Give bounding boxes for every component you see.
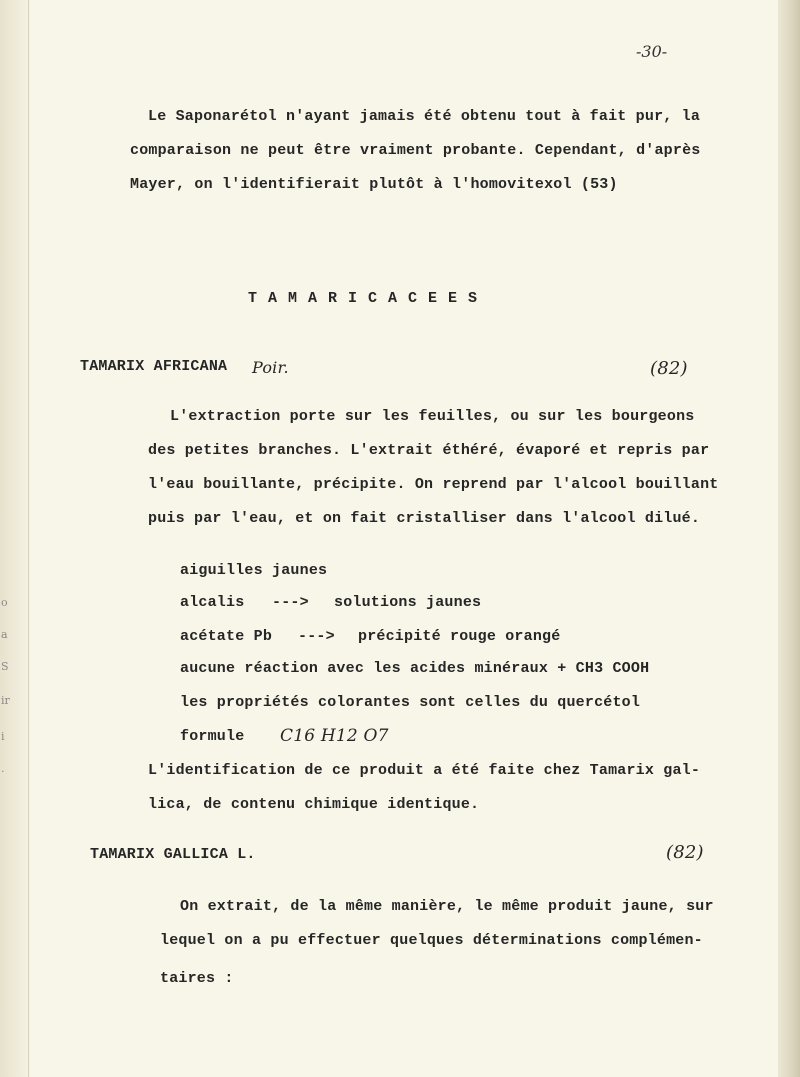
species1-reference: (82) [650, 358, 688, 379]
property-formula-label: formule [180, 728, 245, 745]
margin-mark: S [1, 660, 9, 673]
margin-mark: o [1, 596, 8, 609]
paragraph3-line1: L'identification de ce produit a été faite chez Tamarix gal- [148, 762, 701, 779]
property-colorants: les propriétés colorantes sont celles du quercétol [180, 694, 641, 711]
paragraph4-line3: taires : [160, 970, 234, 987]
property-alkalis-result: solutions jaunes [334, 594, 482, 611]
paragraph1-line1: Le Saponarétol n'ayant jamais été obtenu tout à fait pur, la [148, 108, 701, 125]
species2-reference: (82) [666, 842, 704, 863]
page-number: -30- [636, 42, 668, 61]
arrow-icon: ---> [298, 628, 335, 645]
margin-mark: i [1, 730, 5, 743]
page-binding [778, 0, 800, 1077]
property-needles: aiguilles jaunes [180, 562, 328, 579]
paragraph2-line1: L'extraction porte sur les feuilles, ou sur les bourgeons [170, 408, 695, 425]
section-title: TAMARICACEES [248, 290, 489, 307]
page-edge-line [28, 0, 29, 1077]
property-acids: aucune réaction avec les acides minéraux + CH3 COOH [180, 660, 650, 677]
margin-mark: ir [1, 694, 10, 707]
species1-name: TAMARIX AFRICANA [80, 358, 228, 375]
margin-mark: a [1, 628, 8, 641]
species1-author: Poir. [252, 358, 289, 377]
property-acetate-label: acétate Pb [180, 628, 273, 645]
margin-mark: . [1, 762, 5, 775]
paragraph4-line2: lequel on a pu effectuer quelques déterminations complémen- [160, 932, 703, 949]
page-left-edge [0, 0, 30, 1077]
paragraph3-line2: lica, de contenu chimique identique. [148, 796, 480, 813]
property-alkalis-label: alcalis [180, 594, 245, 611]
paragraph2-line2: des petites branches. L'extrait éthéré, évaporé et repris par [148, 442, 710, 459]
paragraph4-line1: On extrait, de la même manière, le même produit jaune, sur [180, 898, 714, 915]
paragraph2-line4: puis par l'eau, et on fait cristalliser dans l'alcool dilué. [148, 510, 701, 527]
paragraph2-line3: l'eau bouillante, précipite. On reprend par l'alcool bouillant [148, 476, 719, 493]
paragraph1-line3: Mayer, on l'identifierait plutôt à l'homovitexol (53) [130, 176, 618, 193]
paragraph1-line2: comparaison ne peut être vraiment probante. Cependant, d'après [130, 142, 701, 159]
property-acetate-result: précipité rouge orangé [358, 628, 561, 645]
arrow-icon: ---> [272, 594, 309, 611]
property-formula-value: C16 H12 O7 [280, 726, 389, 746]
species2-name: TAMARIX GALLICA L. [90, 846, 256, 863]
